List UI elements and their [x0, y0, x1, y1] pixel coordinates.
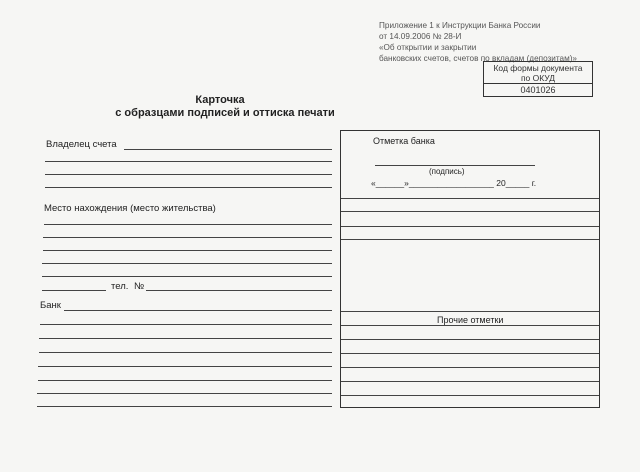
bank-field-line[interactable] — [38, 366, 332, 367]
bank-field-line[interactable] — [64, 310, 332, 311]
phone-field-line[interactable] — [146, 290, 332, 291]
bank-field-line[interactable] — [39, 338, 332, 339]
regulation-note — [379, 20, 577, 64]
location-label: Место нахождения (место жительства) — [44, 203, 216, 214]
signature-caption: (подпись) — [429, 167, 465, 176]
form-title — [100, 94, 340, 120]
regulation-note-line: от 14.09.2006 № 28-И — [379, 32, 462, 41]
box-row-line — [341, 311, 599, 312]
owner-label: Владелец счета — [46, 139, 117, 150]
location-field-line[interactable] — [43, 250, 332, 251]
owner-field-line[interactable] — [45, 187, 332, 188]
bank-signature-line[interactable] — [375, 165, 535, 166]
box-row-line — [341, 353, 599, 354]
form-title-line: с образцами подписей и оттиска печати — [115, 107, 335, 119]
bank-mark-label: Отметка банка — [373, 136, 435, 146]
phone-label: тел. — [111, 281, 129, 292]
owner-field-line[interactable] — [124, 149, 332, 150]
okud-code: 0401026 — [520, 85, 556, 95]
bank-label: Банк — [40, 300, 61, 311]
bank-field-line[interactable] — [37, 406, 332, 407]
okud-label: Код формы документа — [493, 63, 583, 73]
box-row-line — [341, 367, 599, 368]
phone-prefix-line[interactable] — [42, 290, 106, 291]
bank-field-line[interactable] — [40, 324, 332, 325]
other-marks-label: Прочие отметки — [437, 315, 504, 325]
okud-code-box — [483, 61, 593, 97]
bank-marks-box — [340, 130, 600, 408]
bank-field-line[interactable] — [38, 380, 332, 381]
regulation-note-line: Приложение 1 к Инструкции Банка России — [379, 21, 541, 30]
location-field-line[interactable] — [44, 224, 332, 225]
regulation-note-line: банковских счетов, счетов по вкладам (депозитам)» — [379, 54, 577, 63]
box-row-line — [341, 381, 599, 382]
box-row-line — [341, 226, 599, 227]
box-row-line — [341, 395, 599, 396]
okud-header — [484, 62, 592, 84]
owner-field-line[interactable] — [45, 174, 332, 175]
owner-field-line[interactable] — [45, 161, 332, 162]
location-field-line[interactable] — [42, 276, 332, 277]
box-row-line — [341, 339, 599, 340]
box-row-line — [341, 325, 599, 326]
bank-field-line[interactable] — [37, 393, 332, 394]
box-row-line — [341, 211, 599, 212]
box-row-line — [341, 198, 599, 199]
location-field-line[interactable] — [42, 263, 332, 264]
phone-number-label: № — [134, 281, 145, 292]
form-title-line: Карточка — [195, 94, 245, 106]
regulation-note-line: «Об открытии и закрытии — [379, 43, 477, 52]
bank-field-line[interactable] — [39, 352, 332, 353]
okud-label: по ОКУД — [520, 73, 556, 83]
bank-mark-date[interactable]: «______»__________________ 20_____ г. — [371, 178, 537, 188]
box-row-line — [341, 239, 599, 240]
location-field-line[interactable] — [43, 237, 332, 238]
